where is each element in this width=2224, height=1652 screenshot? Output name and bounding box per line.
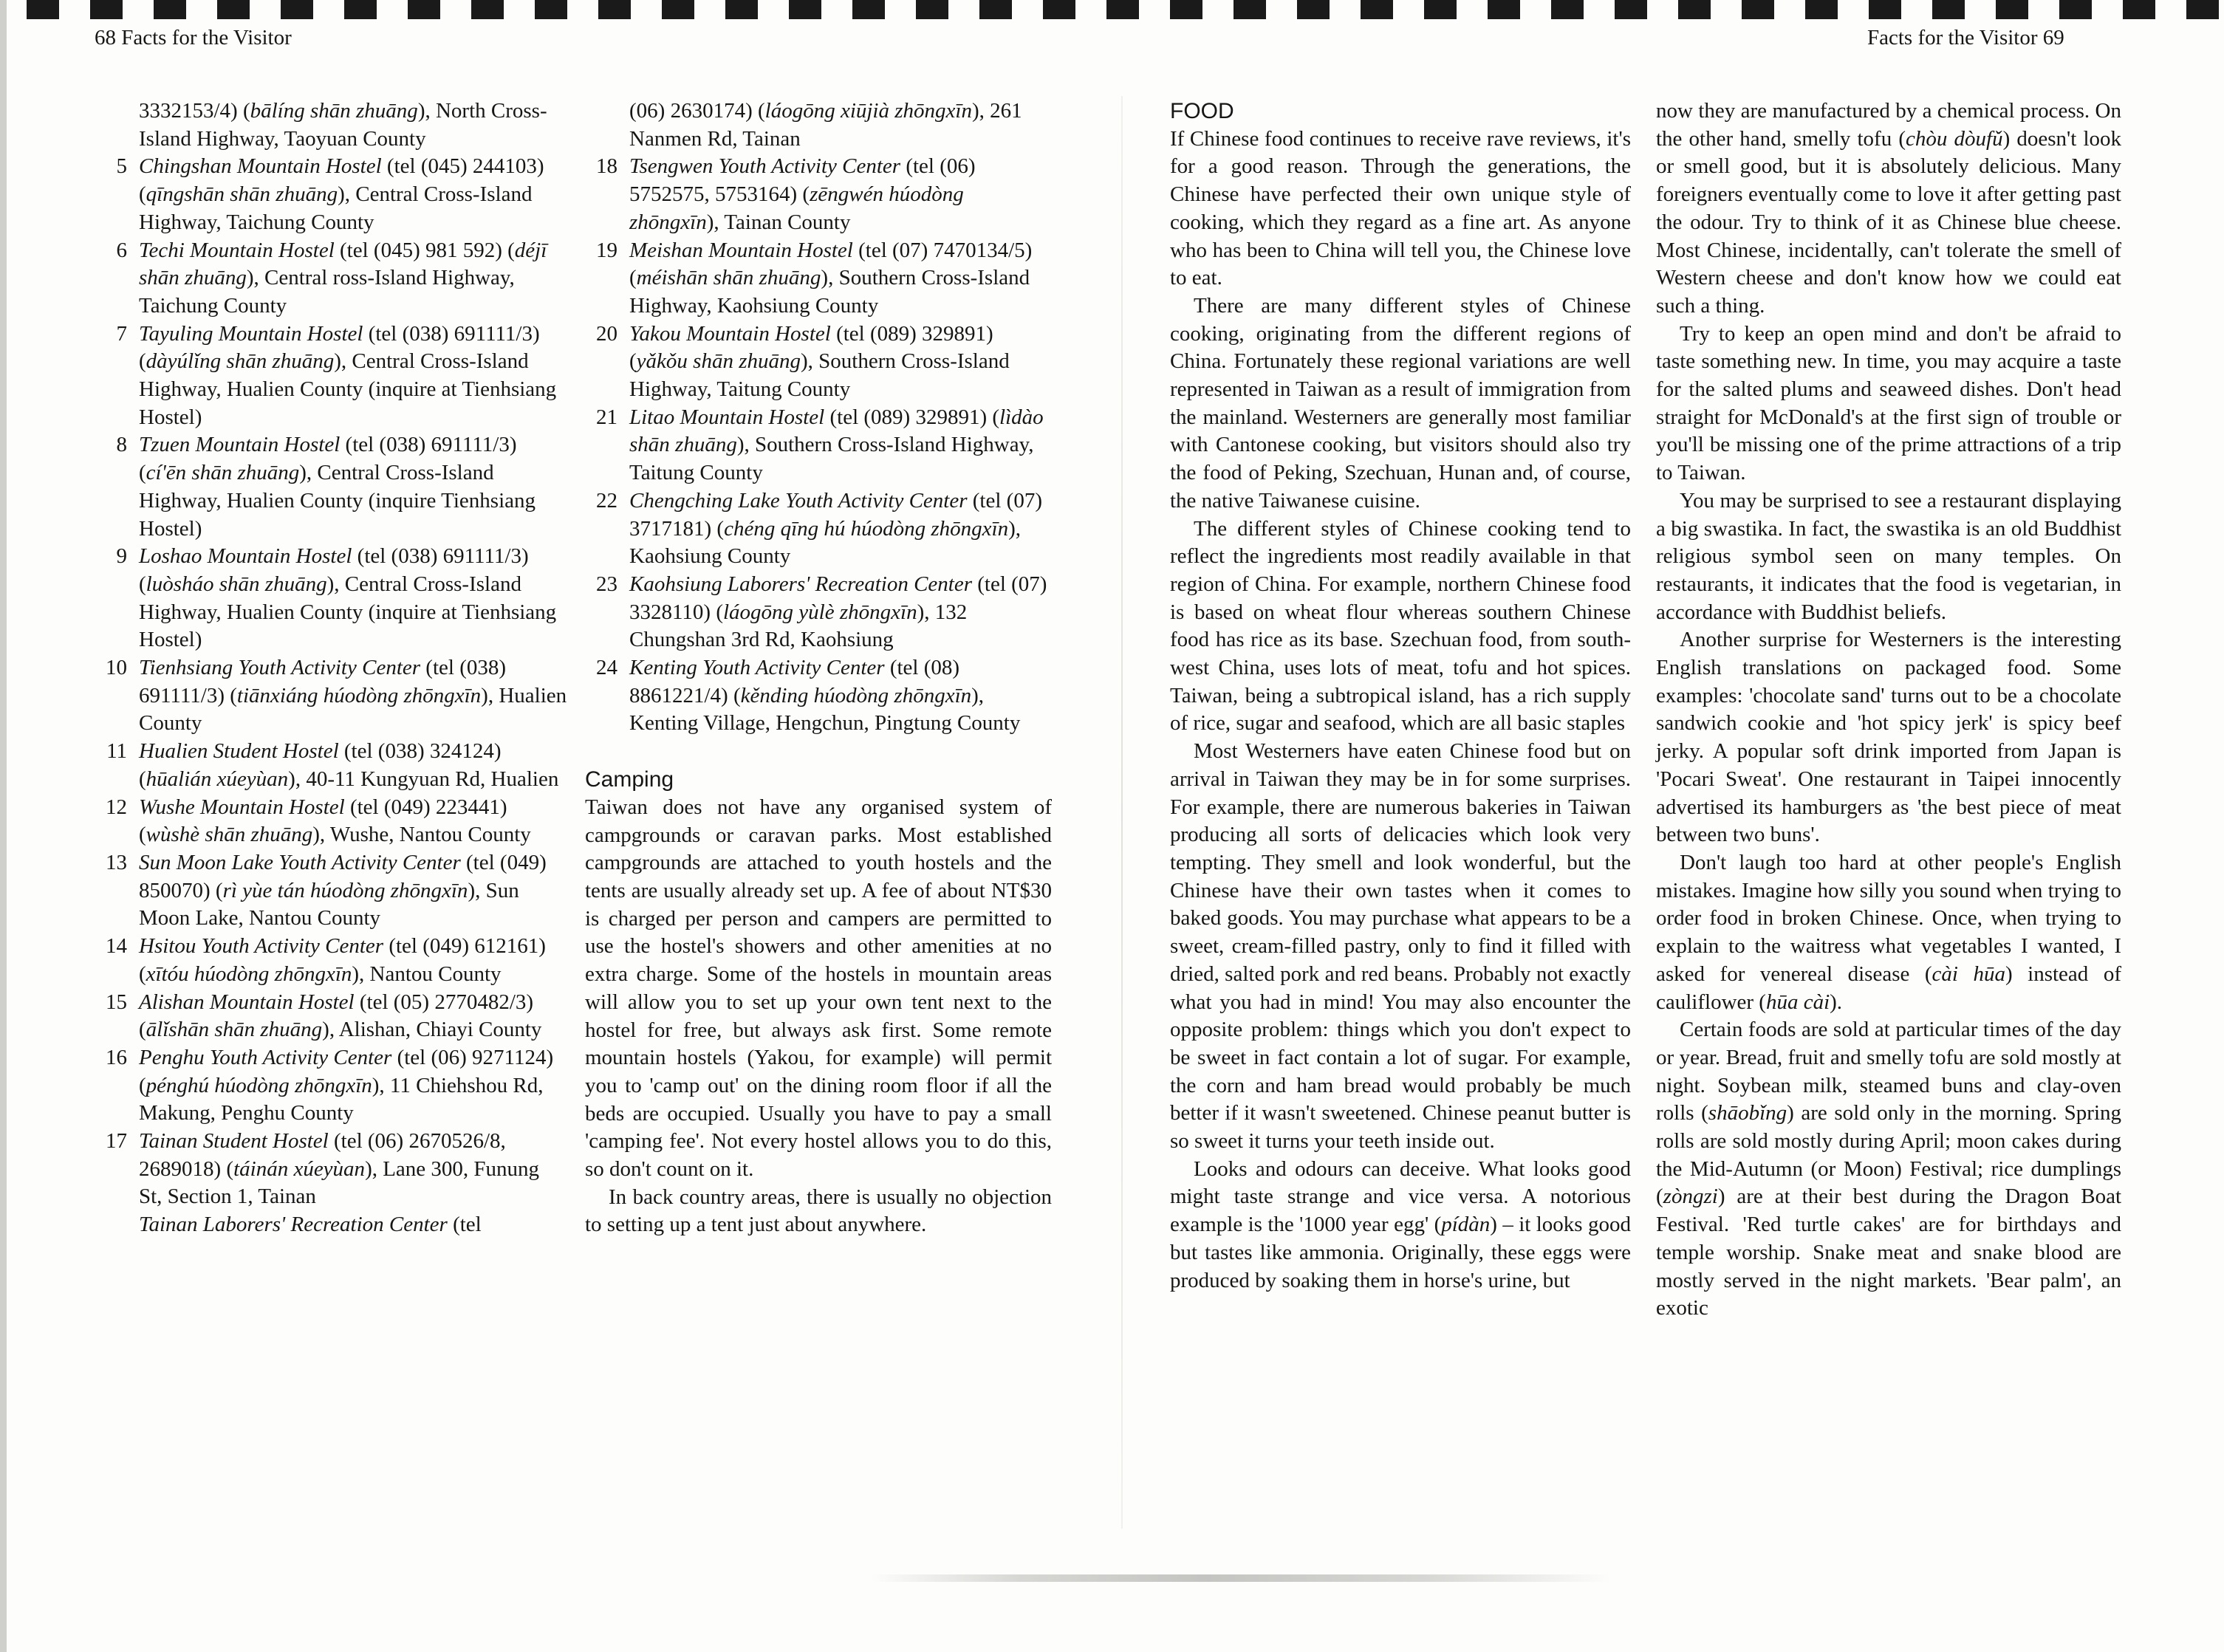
camping-heading: Camping (585, 767, 674, 792)
body-paragraph: You may be surprised to see a restaurant displaying a big swastika. In fact, the swastika is an old Buddhist religious symbol seen on many temples. On restaurants, it indicates that the food is vegetarian, in accordance with Buddhist beliefs. (1656, 488, 2121, 624)
body-paragraph: In back country areas, there is usually no objection to setting up a tent just about anywhere. (585, 1185, 1052, 1237)
body-paragraph: If Chinese food continues to receive rave reviews, it's for a good reason. Through the generations, the Chinese have perfected their own unique style of cooking, which they regard as a fine art. As anyone who has been to China will tell you, the Chinese love to eat. (1170, 126, 1631, 290)
body-paragraph: Don't laugh too hard at other people's English mistakes. Imagine how silly you sound when trying to order food in broken Chinese. Once, when trying to explain to the waitress what vegetables I wanted, I asked for venereal disease (cài hūa) instead of cauliflower (hūa cài). (1656, 850, 2121, 1014)
hostel-details: (tel (447, 1213, 482, 1237)
hostel-details: 3332153/4) (bālíng shān zhuāng), North Cross-Island Highway, Taoyuan County (139, 99, 547, 151)
binding-ring (90, 0, 123, 19)
binding-ring (1805, 0, 1838, 19)
binding-ring (217, 0, 250, 19)
hostel-name: Chingshan Mountain Hostel (139, 154, 382, 179)
hostel-name: Tainan Student Hostel (139, 1129, 329, 1154)
entry-number: 12 (106, 795, 127, 819)
entry-number: 24 (596, 656, 617, 680)
scan-smudge (872, 1574, 1610, 1582)
hostel-entry (585, 237, 1052, 321)
hostel-entry (95, 989, 567, 1044)
binding-ring (916, 0, 948, 19)
binding-ring (2186, 0, 2219, 19)
hostel-name: Tzuen Mountain Hostel (139, 433, 341, 457)
hostel-details: (tel (038) 691111/3) (tiānxiáng húodòng zhōngxīn), Hualien County (139, 656, 567, 736)
body-paragraph: Looks and odours can deceive. What looks good might taste strange and vice versa. A notorious example is the '1000 year egg' (pídàn) – it looks good but tastes like ammonia. Originally, these eggs were produced by soaking them in horse's urine, but (1170, 1156, 1631, 1292)
page-header-left: 68 Facts for the Visitor (95, 26, 292, 49)
binding-ring (1424, 0, 1457, 19)
entry-number: 20 (596, 321, 617, 346)
binding-ring (154, 0, 186, 19)
binding-ring (1361, 0, 1393, 19)
binding-ring (1043, 0, 1075, 19)
binding-ring (789, 0, 821, 19)
binding-ring (1615, 0, 1647, 19)
hostel-name: Tienhsiang Youth Activity Center (139, 656, 421, 680)
hostel-name: Alishan Mountain Hostel (139, 990, 355, 1014)
entry-number: 5 (116, 154, 127, 179)
binding-ring (2123, 0, 2155, 19)
hostel-entry (585, 153, 1052, 236)
entry-number: 13 (106, 850, 127, 874)
hostel-details: (tel (038) 691111/3) (dàyúlǐng shān zhuāng), Central Cross-Island Highway, Hualien County (inquire at Tienhsiang Hostel) (139, 321, 557, 429)
column-hostel-list-2 (585, 97, 1052, 1239)
binding-ring (1869, 0, 1901, 19)
hostel-details: (tel (06) 5752575, 5753164) (zēngwén húodòng zhōngxīn), Tainan County (629, 154, 976, 234)
hostel-details: (tel (038) 324124) (hūalián xúeyùan), 40-11 Kungyuan Rd, Hualien (139, 739, 559, 791)
binding-ring (1932, 0, 1965, 19)
entry-number: 22 (596, 488, 617, 513)
entry-number: 7 (116, 321, 127, 346)
hostel-entry (95, 738, 567, 793)
hostel-entry (95, 654, 567, 738)
hostel-name: Kenting Youth Activity Center (629, 656, 885, 680)
hostel-details: (tel (038) 691111/3) (luòsháo shān zhuāng), Central Cross-Island Highway, Hualien County (inquire at Tienhsiang Hostel) (139, 544, 557, 652)
binding-ring (1488, 0, 1520, 19)
binding-ring (1106, 0, 1139, 19)
binding-ring (725, 0, 758, 19)
binding-ring (852, 0, 885, 19)
hostel-details: (tel (08) 8861221/4) (kěnding húodòng zhōngxīn), Kenting Village, Hengchun, Pingtung County (629, 656, 1021, 736)
entry-number: 16 (106, 1045, 127, 1069)
hostel-details: (tel (045) 981 592) (déjī shān zhuāng), Central ross-Island Highway, Taichung County (139, 238, 547, 318)
entry-number: 18 (596, 154, 617, 179)
hostel-name: Yakou Mountain Hostel (629, 321, 831, 346)
hostel-name: Chengching Lake Youth Activity Center (629, 488, 968, 513)
hostel-entry (585, 97, 1052, 153)
binding-ring (27, 0, 59, 19)
binding-ring (979, 0, 1012, 19)
entry-number: 8 (116, 433, 127, 457)
binding-ring (344, 0, 377, 19)
entry-number: 14 (106, 934, 127, 959)
hostel-details: (tel (07) 7470134/5) (méishān shān zhuāng), Southern Cross-Island Highway, Kaohsiung County (629, 238, 1033, 318)
hostel-name: Kaohsiung Laborers' Recreation Center (629, 572, 972, 596)
hostel-entry (95, 431, 567, 543)
entry-number: 9 (116, 544, 127, 569)
column-food-1 (1170, 97, 1631, 1295)
hostel-entry (95, 237, 567, 321)
page-gutter (1121, 96, 1123, 1529)
food-heading: FOOD (1170, 99, 1234, 123)
entry-number: 10 (106, 656, 127, 680)
body-paragraph: Try to keep an open mind and don't be afraid to taste something new. In time, you may acquire a taste for the salted plums and seaweed dishes. Don't head straight for McDonald's at the first sign of trouble or you'll be missing one of the prime attractions of a trip to Taiwan. (1656, 321, 2121, 485)
hostel-details: (tel (049) 223441) (wùshè shān zhuāng), Wushe, Nantou County (139, 795, 531, 847)
hostel-details: (tel (05) 2770482/3) (ālǐshān shān zhuāng), Alishan, Chiayi County (139, 990, 542, 1042)
binding-ring (1742, 0, 1774, 19)
hostel-name: Techi Mountain Hostel (139, 238, 335, 262)
binding-ring (1297, 0, 1330, 19)
hostel-details: (tel (07) 3717181) (chéng qīng hú húodòng zhōngxīn), Kaohsiung County (629, 488, 1042, 569)
body-paragraph: There are many different styles of Chinese cooking, originating from the different regions of China. Fortunately these regional variations are well represented in Taiwan as a result of immigration from the mainland. Westerners are generally most familiar with Cantonese cooking, but visitors should also try the food of Peking, Szechuan, Hunan and, of course, the native Taiwanese cuisine. (1170, 293, 1631, 513)
hostel-name: Tayuling Mountain Hostel (139, 321, 363, 346)
hostel-name: Loshao Mountain Hostel (139, 544, 352, 569)
hostel-entry (95, 794, 567, 849)
binding-ring (408, 0, 440, 19)
hostel-name: Hualien Student Hostel (139, 739, 339, 764)
hostel-details: (06) 2630174) (láogōng xiūjià zhōngxīn), 261 Nanmen Rd, Tainan (629, 99, 1022, 151)
hostel-name: Wushe Mountain Hostel (139, 795, 345, 819)
hostel-details: (tel (089) 329891) (yǎkǒu shān zhuāng), Southern Cross-Island Highway, Taitung County (629, 321, 1010, 402)
body-paragraph: Most Westerners have eaten Chinese food but on arrival in Taiwan they may be in for some surprises. For example, there are numerous bakeries in Taiwan producing all sorts of delicacies which look very tempting. They smell and look wonderful, but the Chinese have their own tastes when it comes to baked goods. You may purchase what appears to be a sweet, cream-filled pastry, only to find it filled with dried, salted pork and red beans. Probably not exactly what you had in mind! You may also encounter the opposite problem: things which you don't expect to be sweet in fact contain a lot of sugar. For example, the corn and ham bread would probably be much better if it wasn't sweetened. Chinese peanut butter is so sweet it turns your teeth inside out. (1170, 739, 1631, 1154)
entry-number: 17 (106, 1129, 127, 1154)
hostel-details: (tel (07) 3328110) (láogōng yùlè zhōngxīn), 132 Chungshan 3rd Rd, Kaohsiung (629, 572, 1047, 652)
binding-ring (1551, 0, 1584, 19)
body-paragraph: now they are manufactured by a chemical process. On the other hand, smelly tofu (chòu dòufǔ) doesn't look or smell good, but it is absolutely delicious. Many foreigners eventually come to love it after getting past the odour. Try to think of it as Chinese blue cheese. Most Chinese, incidentally, can't tolerate the smell of Western cheese and don't know how we could eat such a thing. (1656, 99, 2121, 318)
hostel-entry (585, 321, 1052, 404)
binding-ring (1170, 0, 1202, 19)
hostel-entry (95, 1211, 567, 1239)
hostel-name: Litao Mountain Hostel (629, 405, 825, 429)
binding-ring (598, 0, 631, 19)
hostel-details: (tel (049) 850070) (rì yùe tán húodòng zhōngxīn), Sun Moon Lake, Nantou County (139, 850, 547, 930)
binding-ring (535, 0, 567, 19)
hostel-entry (95, 543, 567, 654)
hostel-entry (95, 97, 567, 153)
hostel-details: (tel (06) 2670526/8, 2689018) (táinán xúeyùan), Lane 300, Funung St, Section 1, Tainan (139, 1129, 540, 1209)
page-edge-shadow (0, 0, 7, 1652)
binding-ring (662, 0, 694, 19)
entry-number: 21 (596, 405, 617, 429)
hostel-details: (tel (06) 9271124) (pénghú húodòng zhōngxīn), 11 Chiehshou Rd, Makung, Penghu County (139, 1045, 554, 1125)
column-hostel-list-1 (95, 97, 567, 1239)
hostel-entry (95, 849, 567, 933)
hostel-entry (95, 933, 567, 988)
column-food-2 (1656, 97, 2121, 1323)
hostel-details: (tel (049) 612161) (xītóu húodòng zhōngxīn), Nantou County (139, 934, 546, 986)
hostel-name: Tsengwen Youth Activity Center (629, 154, 901, 179)
entry-number: 15 (106, 990, 127, 1014)
hostel-entry (585, 404, 1052, 487)
hostel-entry (95, 1128, 567, 1211)
hostel-name: Sun Moon Lake Youth Activity Center (139, 850, 461, 874)
body-paragraph: Certain foods are sold at particular times of the day or year. Bread, fruit and smelly tofu are sold mostly at night. Soybean milk, steamed buns and clay-oven rolls (shāobǐng) are sold only in the morning. Spring rolls are sold mostly during April; moon cakes during the Mid-Autumn (or Moon) Festival; rice dumplings (zòngzi) are at their best during the Dragon Boat Festival. 'Red turtle cakes' are for birthdays and temple worship. Snake meat and snake blood are mostly served in the night markets. 'Bear palm', an exotic (1656, 1018, 2121, 1320)
hostel-entry (585, 487, 1052, 571)
binding-ring (281, 0, 313, 19)
body-paragraph: Another surprise for Westerners is the interesting English translations on packaged food. Some examples: 'chocolate sand' turns out to be a chocolate sandwich cookie and 'hot spicy jerk' is spicy beef jerky. A popular soft drink imported from Japan is 'Pocari Sweat'. One restaurant in Taipei innocently advertised its hamburgers as 'the best piece of meat between two buns'. (1656, 628, 2121, 847)
binding-ring (1678, 0, 1711, 19)
hostel-name: Penghu Youth Activity Center (139, 1045, 392, 1069)
entry-number: 23 (596, 572, 617, 596)
hostel-name: Tainan Laborers' Recreation Center (139, 1213, 448, 1237)
hostel-details: (tel (089) 329891) (lìdào shān zhuāng), Southern Cross-Island Highway, Taitung County (629, 405, 1044, 485)
binding-ring (1234, 0, 1266, 19)
body-paragraph: Taiwan does not have any organised system of campgrounds or caravan parks. Most established campgrounds are attached to youth hostels and the tents are usually already set up. A fee of about NT$30 is charged per person and campers are permitted to use the hostel's showers and other amenities at no extra charge. Some of the hostels in mountain areas will allow you to set up your own tent next to the hostel for free, but always ask first. Some remote mountain hostels (Yakou, for example) will permit you to 'camp out' on the dining room floor if all the beds are occupied. Usually you have to pay a small 'camping fee'. Not every hostel allows you to do this, so don't count on it. (585, 795, 1052, 1182)
entry-number: 6 (116, 238, 127, 262)
binding-ring (471, 0, 504, 19)
page-header-right: Facts for the Visitor 69 (1867, 26, 2064, 49)
hostel-details: (tel (045) 244103) (qīngshān shān zhuāng), Central Cross-Island Highway, Taichung County (139, 154, 544, 234)
hostel-entry (95, 321, 567, 432)
hostel-entry (95, 1044, 567, 1128)
hostel-details: (tel (038) 691111/3) (cí'ēn shān zhuāng), Central Cross-Island Highway, Hualien County (inquire Tienhsiang Hostel) (139, 433, 536, 541)
binding-ring (2059, 0, 2092, 19)
hostel-entry (95, 153, 567, 236)
body-paragraph: The different styles of Chinese cooking tend to reflect the ingredients most readily available in that region of China. For example, northern Chinese food is based on wheat flour whereas southern Chinese food has rice as its base. Szechuan food, from south-west China, uses lots of meat, tofu and hot spices. Taiwan, being a subtropical island, has a rich supply of rice, sugar and seafood, which are all basic staples (1170, 516, 1631, 736)
hostel-name: Meishan Mountain Hostel (629, 238, 853, 262)
hostel-name: Hsitou Youth Activity Center (139, 934, 384, 959)
binding-ring (1996, 0, 2028, 19)
entry-number: 11 (106, 739, 127, 764)
hostel-entry (585, 571, 1052, 654)
hostel-entry (585, 654, 1052, 738)
entry-number: 19 (596, 238, 617, 262)
spiral-binding (0, 0, 2224, 19)
